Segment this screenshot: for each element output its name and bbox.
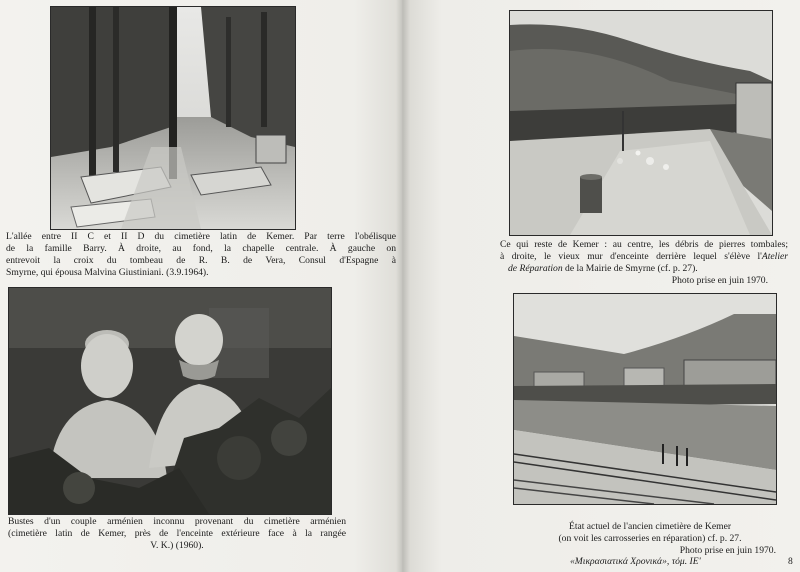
- page-number: 8: [788, 556, 793, 567]
- caption-armenian-busts: [8, 516, 346, 552]
- caption-cemetery-today: [520, 521, 780, 557]
- caption-line: Smyrne, qui épousa Malvina Giustiniani. (3.9.1964).: [6, 267, 209, 278]
- caption-text: de la Mairie de Smyrne (cf. p. 27).: [562, 263, 698, 274]
- caption-line: entrevoit la croix du tombeau de R. B. de Vera, Consul d'Espagne à: [6, 255, 396, 266]
- caption-italic: Atelier: [761, 251, 788, 262]
- caption-line: Photo prise en juin 1970.: [671, 275, 768, 286]
- photo-cemetery-today: [513, 293, 777, 505]
- book-gutter: [396, 0, 410, 572]
- caption-text: à droite, le vieux mur d'enceinte derrière lequel s'élève l': [500, 251, 762, 262]
- caption-line: L'allée entre II C et II D du cimetière latin de Kemer. Par terre l'obélisque: [6, 231, 396, 242]
- caption-line: (on voit les carrosseries en réparation) cf. p. 27.: [558, 533, 742, 544]
- caption-kemer-remains: [500, 239, 788, 287]
- photo-kemer-remains: [509, 10, 773, 236]
- photo-armenian-busts: [8, 287, 332, 515]
- caption-line: Ce qui reste de Kemer : au centre, les débris de pierres tombales;: [500, 239, 788, 250]
- running-footer: «Μικρασιατικά Χρονικά», τόμ. ΙΕ': [570, 556, 701, 567]
- caption-line: (cimetière latin de Kemer, près de l'enceinte extérieure face à la rangée: [8, 528, 346, 539]
- caption-cemetery-alley: [6, 231, 396, 279]
- caption-line: Bustes d'un couple arménien inconnu provenant du cimetière arménien: [8, 516, 346, 527]
- caption-line: V. K.) (1960).: [150, 540, 204, 551]
- caption-line: Photo prise en juin 1970.: [679, 545, 776, 556]
- caption-line: [500, 251, 788, 263]
- caption-line: [500, 263, 788, 275]
- photo-cemetery-alley: [50, 6, 296, 230]
- caption-line: État actuel de l'ancien cimetière de Kemer: [568, 521, 732, 532]
- caption-italic: de Réparation: [508, 263, 563, 274]
- caption-line: de la famille Barry. À droite, au fond, la chapelle centrale. À gauche on: [6, 243, 396, 254]
